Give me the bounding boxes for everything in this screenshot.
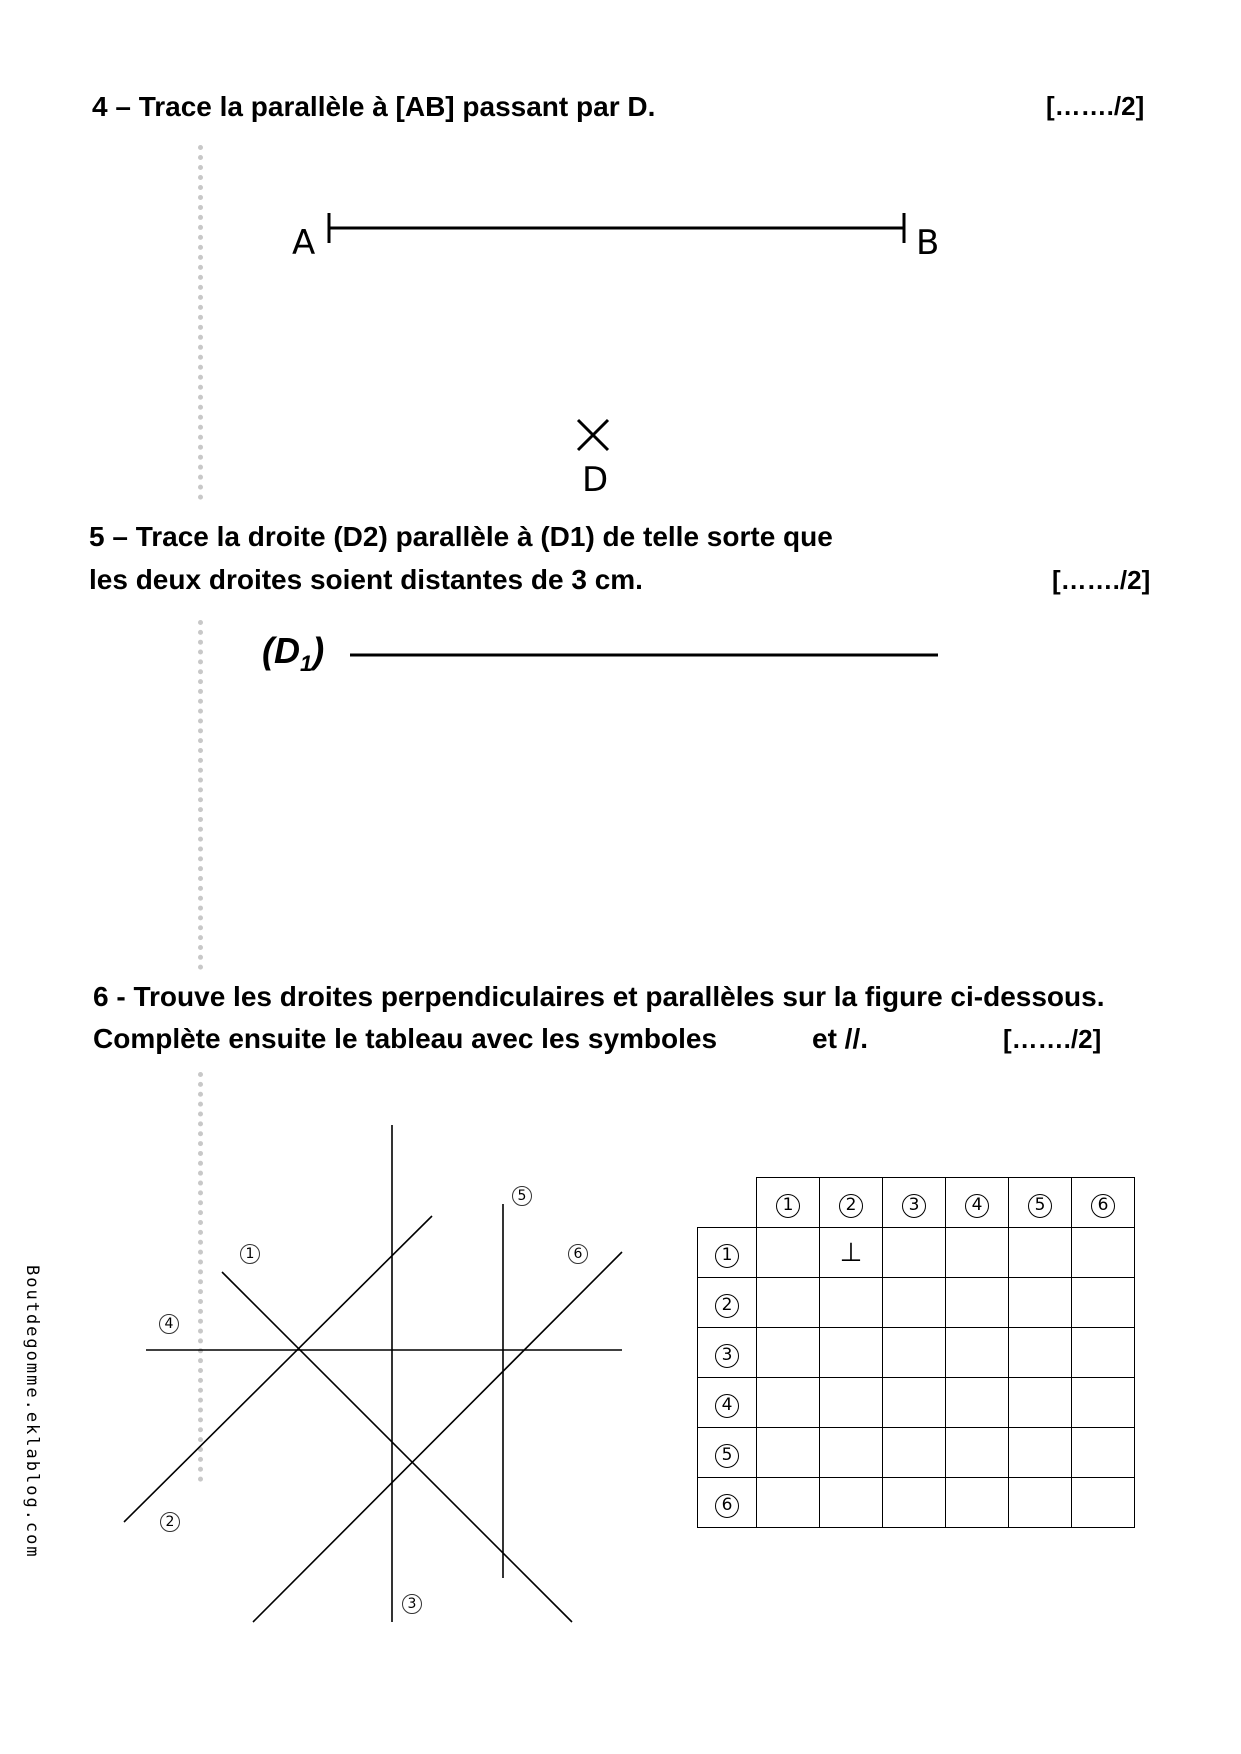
- table-cell[interactable]: [883, 1278, 946, 1328]
- point-d-label: D: [582, 460, 609, 500]
- table-cell[interactable]: [757, 1478, 820, 1528]
- row-header-2: 2: [698, 1278, 757, 1328]
- table-cell[interactable]: [1009, 1278, 1072, 1328]
- table-cell[interactable]: [820, 1428, 883, 1478]
- q5-margin-dots: [198, 620, 203, 970]
- table-row: [698, 1428, 1135, 1478]
- q4-title: 4 – Trace la parallèle à [AB] passant par D.: [92, 91, 656, 122]
- figure-label-2: 2: [160, 1512, 180, 1532]
- table-cell[interactable]: [946, 1228, 1009, 1278]
- col-header-1: 1: [757, 1178, 820, 1228]
- table-cell[interactable]: [946, 1328, 1009, 1378]
- point-b-label: B: [916, 223, 940, 263]
- q4-score: [……./2]: [1046, 91, 1145, 121]
- table-cell[interactable]: [820, 1278, 883, 1328]
- table-row: [698, 1278, 1135, 1328]
- d1-label: $(D_1)$: [262, 630, 325, 677]
- row-header-3: 3: [698, 1328, 757, 1378]
- q5-title-line1: 5 – Trace la droite (D2) parallèle à (D1) de telle sorte que: [89, 521, 833, 552]
- col-header-3: 3: [883, 1178, 946, 1228]
- table-cell[interactable]: [883, 1228, 946, 1278]
- q6-figure: [0, 1100, 680, 1640]
- table-cell[interactable]: [883, 1378, 946, 1428]
- col-header-5: 5: [1009, 1178, 1072, 1228]
- table-cell[interactable]: [820, 1478, 883, 1528]
- q5-score: [……./2]: [1052, 565, 1151, 595]
- figure-label-5: 5: [512, 1186, 532, 1206]
- q5-title-line2: les deux droites soient distantes de 3 cm.: [89, 564, 643, 595]
- table-cell[interactable]: [1009, 1328, 1072, 1378]
- table-cell[interactable]: [820, 1378, 883, 1428]
- d1-line: [340, 650, 940, 660]
- table-cell[interactable]: [1072, 1478, 1135, 1528]
- line-2: [124, 1216, 432, 1522]
- q4-figure: [0, 0, 1241, 520]
- table-cell[interactable]: [757, 1278, 820, 1328]
- table-cell[interactable]: [883, 1328, 946, 1378]
- col-header-4: 4: [946, 1178, 1009, 1228]
- table-cell[interactable]: [1072, 1328, 1135, 1378]
- line-1: [222, 1272, 572, 1622]
- table-cell[interactable]: [1072, 1278, 1135, 1328]
- table-row: [698, 1228, 1135, 1278]
- table-cell[interactable]: [757, 1228, 820, 1278]
- q6-title-line2: Complète ensuite le tableau avec les symboles: [93, 1023, 718, 1054]
- q6-title-line2-end: et //.: [812, 1023, 869, 1054]
- figure-label-6: 6: [568, 1244, 588, 1264]
- row-header-1: 1: [698, 1228, 757, 1278]
- table-cell[interactable]: [946, 1478, 1009, 1528]
- table-corner: [698, 1178, 757, 1228]
- col-header-2: 2: [820, 1178, 883, 1228]
- line-6: [253, 1252, 622, 1622]
- row-header-4: 4: [698, 1378, 757, 1428]
- table-cell[interactable]: [820, 1328, 883, 1378]
- row-header-5: 5: [698, 1428, 757, 1478]
- table-cell[interactable]: [1009, 1428, 1072, 1478]
- watermark: Boutdegomme.eklablog.com: [22, 1265, 42, 1559]
- table-cell[interactable]: [883, 1478, 946, 1528]
- table-cell[interactable]: [1072, 1428, 1135, 1478]
- table-cell[interactable]: [883, 1428, 946, 1478]
- q6-score: [……./2]: [1003, 1024, 1102, 1054]
- point-a-label: A: [292, 223, 316, 263]
- col-header-6: 6: [1072, 1178, 1135, 1228]
- table-cell[interactable]: [946, 1378, 1009, 1428]
- table-row: [698, 1478, 1135, 1528]
- table-cell[interactable]: [757, 1428, 820, 1478]
- figure-label-1: 1: [240, 1244, 260, 1264]
- table-row: [698, 1328, 1135, 1378]
- table-cell[interactable]: [757, 1378, 820, 1428]
- relations-table: [697, 1177, 1135, 1528]
- figure-label-4: 4: [159, 1314, 179, 1334]
- table-cell[interactable]: [1009, 1228, 1072, 1278]
- table-row: [698, 1378, 1135, 1428]
- table-cell[interactable]: [1009, 1478, 1072, 1528]
- figure-label-3: 3: [402, 1594, 422, 1614]
- row-header-6: 6: [698, 1478, 757, 1528]
- table-cell[interactable]: [946, 1278, 1009, 1328]
- table-cell[interactable]: [1009, 1378, 1072, 1428]
- table-cell[interactable]: [1072, 1378, 1135, 1428]
- table-cell[interactable]: [757, 1328, 820, 1378]
- table-cell[interactable]: ⊥: [820, 1228, 883, 1278]
- table-cell[interactable]: [946, 1428, 1009, 1478]
- table-cell[interactable]: [1072, 1228, 1135, 1278]
- q6-title-line1: 6 - Trouve les droites perpendiculaires et parallèles sur la figure ci-dessous.: [93, 981, 1105, 1012]
- table-header-row: [698, 1178, 1135, 1228]
